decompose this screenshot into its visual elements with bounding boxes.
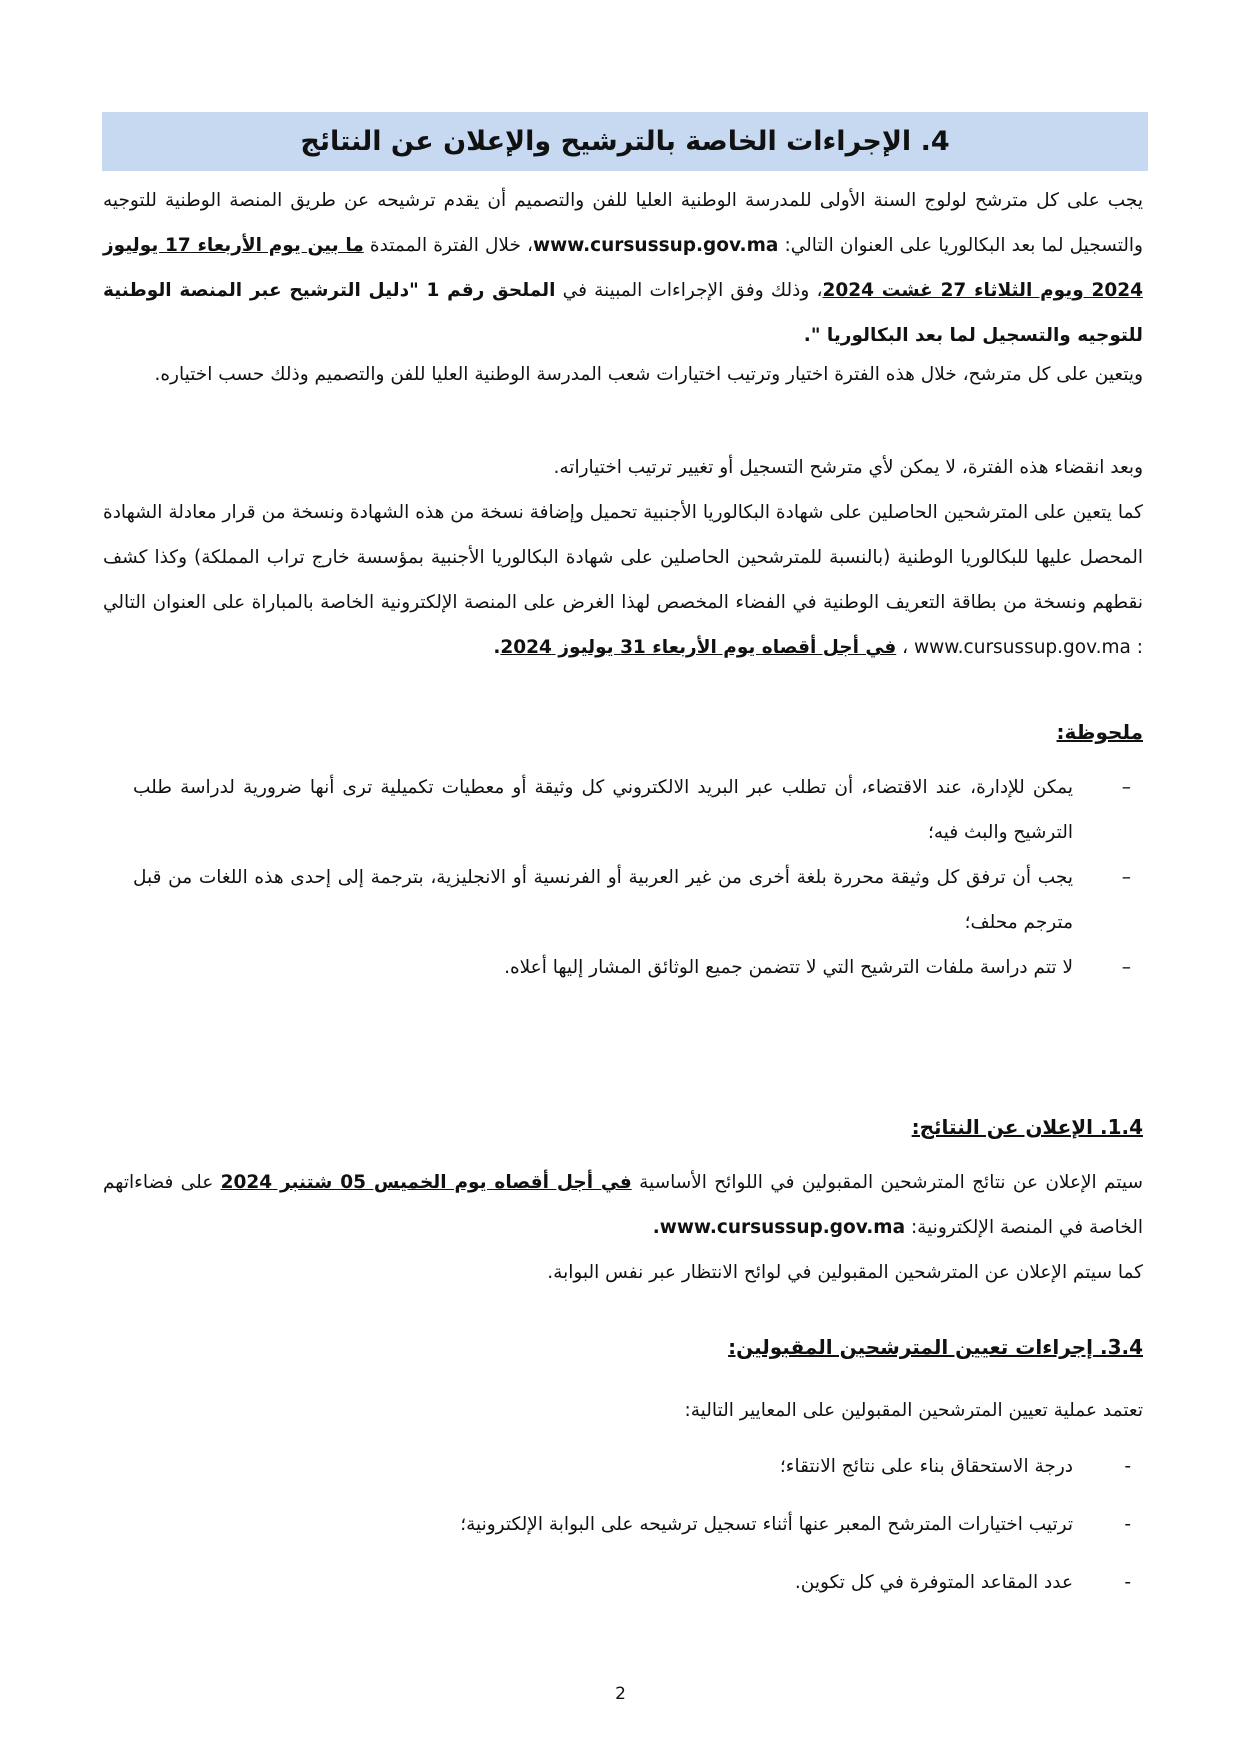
- p4-end: .: [493, 637, 501, 658]
- dash-marker: -: [1124, 1572, 1131, 1593]
- assignment-intro: [103, 1388, 1143, 1433]
- criterion-text: ترتيب اختيارات المترشح المعبر عنها أثناء تسجيل ترشيحه على البوابة الإلكترونية؛: [460, 1514, 1073, 1535]
- list-item: [133, 945, 1143, 990]
- p2-text: ويتعين على كل مترشح، خلال هذه الفترة اختيار وترتيب اختيارات شعب المدرسة الوطنية العليا للفن والتصميم وذلك حسب اختياره.: [154, 364, 1143, 385]
- page-number: 2: [615, 1684, 626, 1704]
- results-heading: 1.4. الإعلان عن النتائج:: [911, 1115, 1143, 1139]
- list-item: [133, 855, 1143, 945]
- dash-marker: –: [1121, 957, 1131, 978]
- section-title: 4. الإجراءات الخاصة بالترشيح والإعلان عن النتائج: [300, 126, 950, 157]
- p3-text: وبعد انقضاء هذه الفترة، لا يمكن لأي مترشح التسجيل أو تغيير ترتيب اختياراته.: [553, 457, 1143, 478]
- criteria-list: [133, 1438, 1143, 1612]
- dash-marker: –: [1121, 777, 1131, 798]
- assignment-heading: 3.4. إجراءات تعيين المترشحين المقبولين:: [728, 1335, 1143, 1359]
- note-text: يمكن للإدارة، عند الاقتضاء، أن تطلب عبر البريد الالكتروني كل وثيقة أو معطيات تكميلية ترى أنها ضرورية لدراسة طلب الترشيح والبث فيه؛: [133, 777, 1073, 843]
- upload-deadline: في أجل أقصاه يوم الأربعاء 31 يوليوز 2024: [500, 637, 897, 658]
- list-item: [133, 1496, 1143, 1554]
- results-text-a: سيتم الإعلان عن نتائج المترشحين المقبولين في اللوائح الأساسية: [631, 1172, 1143, 1193]
- dash-marker: -: [1124, 1514, 1131, 1535]
- p4-text: كما يتعين على المترشحين الحاصلين على شهادة البكالوريا الأجنبية تحميل وإضافة نسخة من هذه الشهادة ونسخة من قرار معادلة الشهادة المحصل عليها للبكالوريا الوطنية (بالنسبة للمترشحين الحاصلين على شهادة البكالوريا الأجنبية بمؤسسة خارج تراب المملكة) وكذا كشف نقطهم ونسخة من بطاقة التعريف الوطنية في الفضاء المخصص لهذا الغرض على المنصة الإلكترونية الخاصة بالمباراة على العنوان التالي : www.cursussup.gov.ma ،: [103, 502, 1143, 658]
- section-title-banner: [102, 112, 1148, 171]
- paragraph-foreign-bac: [103, 490, 1143, 670]
- p1-text-c: ، وذلك وفق الإجراءات المبينة في: [555, 280, 823, 301]
- dash-marker: -: [1124, 1456, 1131, 1477]
- guide-title: "دليل الترشيح عبر المنصة الوطنية للتوجيه والتسجيل لما بعد البكالوريا ".: [103, 280, 1143, 346]
- results-text-b: على فضاءاتهم الخاصة في المنصة الإلكترونية:: [103, 1172, 1143, 1238]
- p1-text-a: يجب على كل مترشح لولوج السنة الأولى للمدرسة الوطنية العليا للفن والتصميم أن يقدم ترشيحه عن طريق المنصة الوطنية للتوجيه والتسجيل لما بعد البكالوريا على العنوان التالي:: [103, 190, 1143, 256]
- annex-ref: الملحق رقم 1: [426, 280, 556, 301]
- paragraph-results: [103, 1160, 1143, 1295]
- notes-list: [133, 765, 1143, 990]
- dash-marker: –: [1121, 867, 1131, 888]
- criterion-text: درجة الاستحقاق بناء على نتائج الانتقاء؛: [779, 1456, 1073, 1477]
- platform-url: www.cursussup.gov.ma: [533, 235, 779, 256]
- list-item: [133, 1438, 1143, 1496]
- note-heading: ملحوظة:: [1056, 720, 1143, 744]
- note-text: يجب أن ترفق كل وثيقة محررة بلغة أخرى من غير العربية أو الفرنسية أو الانجليزية، بترجمة إلى إحدى هذه اللغات من قبل مترجم محلف؛: [133, 867, 1073, 933]
- p1-text-b: ، خلال الفترة الممتدة: [363, 235, 534, 256]
- assignment-intro-text: تعتمد عملية تعيين المترشحين المقبولين على المعايير التالية:: [684, 1400, 1143, 1421]
- list-item: [133, 1554, 1143, 1612]
- criterion-text: عدد المقاعد المتوفرة في كل تكوين.: [794, 1572, 1073, 1593]
- paragraph-choices: [103, 352, 1143, 397]
- note-text: لا تتم دراسة ملفات الترشيح التي لا تتضمن جميع الوثائق المشار إليها أعلاه.: [504, 957, 1073, 978]
- list-item: [133, 765, 1143, 855]
- results-url: www.cursussup.gov.ma.: [652, 1217, 906, 1238]
- paragraph-after-period: [103, 445, 1143, 490]
- results-waitlist: كما سيتم الإعلان عن المترشحين المقبولين في لوائح الانتظار عبر نفس البوابة.: [547, 1262, 1143, 1283]
- paragraph-application: [103, 178, 1143, 358]
- application-period: ما بين يوم الأربعاء 17 يوليوز 2024 ويوم الثلاثاء 27 غشت 2024: [103, 235, 1143, 301]
- results-deadline: في أجل أقصاه يوم الخميس 05 شتنبر 2024: [220, 1172, 632, 1193]
